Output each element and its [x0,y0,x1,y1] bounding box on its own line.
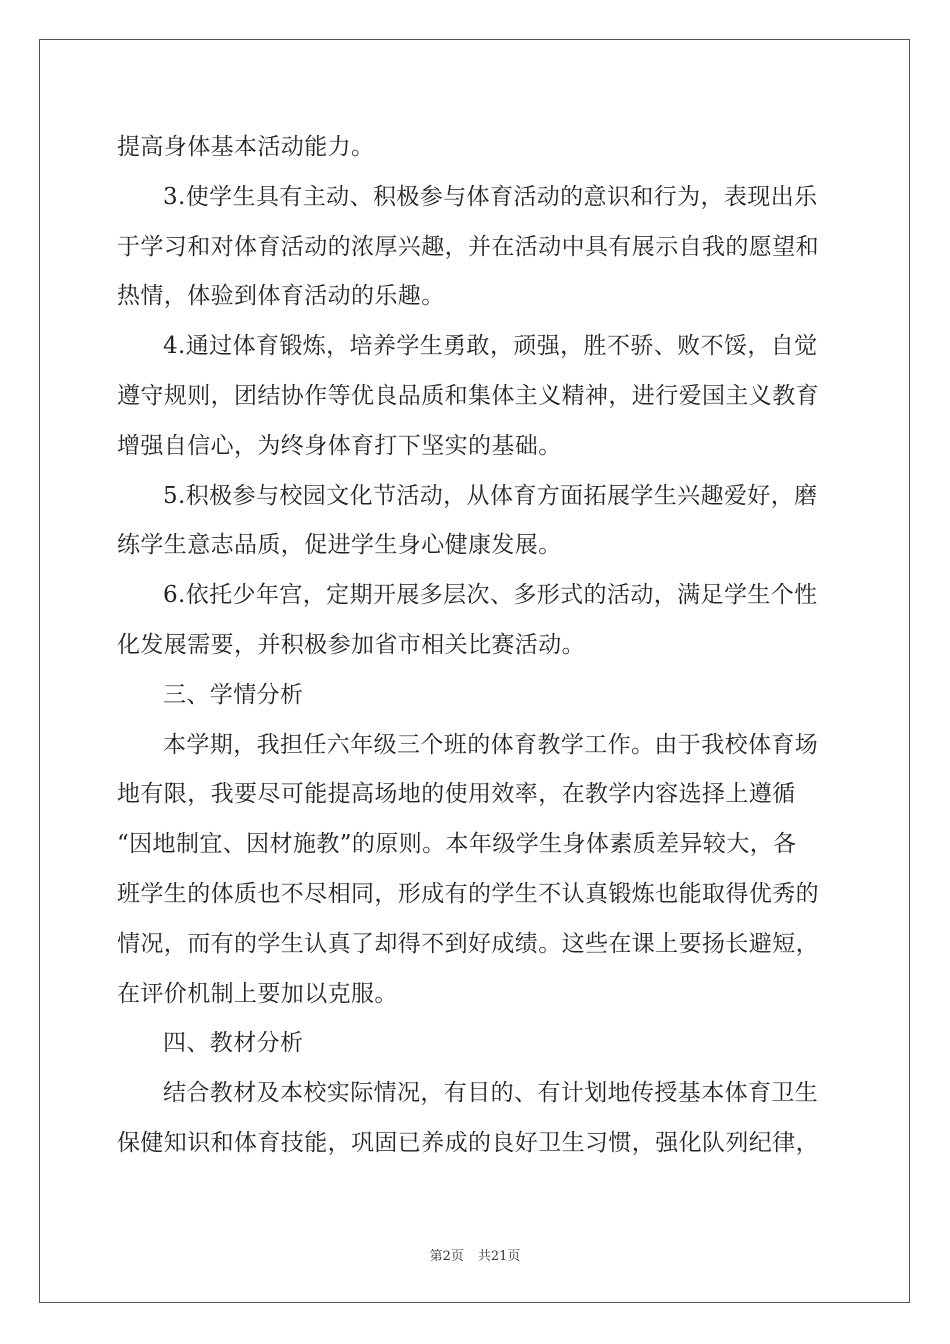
section-heading: 三、学情分析 [163,681,304,708]
text-line: 练学生意志品质，促进学生身心健康发展。 [117,532,562,559]
text-line: 结合教材及本校实际情况，有目的、有计划地传授基本体育卫生 [163,1080,819,1107]
page-number: 第2页 [429,1249,464,1264]
text-line: 6.依托少年宫，定期开展多层次、多形式的活动，满足学生个性 [163,582,818,609]
text-line: “因地制宜、因材施教”的原则。本年级学生身体素质差异较大，各 [117,831,797,858]
page-total: 共21页 [477,1249,521,1264]
section-heading: 四、教材分析 [163,1030,304,1057]
text-line: 4.通过体育锻炼，培养学生勇敢，顽强，胜不骄、败不馁，自觉 [163,333,818,360]
text-line: 化发展需要，并积极参加省市相关比赛活动。 [117,631,585,658]
text-line: 本学期，我担任六年级三个班的体育教学工作。由于我校体育场 [163,731,819,758]
text-line: 情况，而有的学生认真了却得不到好成绩。这些在课上要扬长避短， [117,930,819,957]
page-footer [0,1245,950,1264]
text-line: 遵守规则，团结协作等优良品质和集体主义精神，进行爱国主义教育 [117,382,819,409]
text-line: 班学生的体质也不尽相同，形成有的学生不认真锻炼也能取得优秀的 [117,880,819,907]
text-line: 增强自信心，为终身体育打下坚实的基础。 [117,432,562,459]
document-body [117,123,833,1169]
text-line: 保健知识和体育技能，巩固已养成的良好卫生习惯，强化队列纪律， [117,1129,819,1156]
text-line: 在评价机制上要加以克服。 [117,980,398,1007]
text-line: 地有限，我要尽可能提高场地的使用效率，在教学内容选择上遵循 [117,781,796,808]
text-line: 3.使学生具有主动、积极参与体育活动的意识和行为，表现出乐 [163,183,818,210]
text-line: 热情，体验到体育活动的乐趣。 [117,283,445,310]
text-line: 5.积极参与校园文化节活动，从体育方面拓展学生兴趣爱好，磨 [163,482,818,509]
text-line: 提高身体基本活动能力。 [117,134,375,160]
text-line: 于学习和对体育活动的浓厚兴趣，并在活动中具有展示自我的愿望和 [117,233,819,260]
